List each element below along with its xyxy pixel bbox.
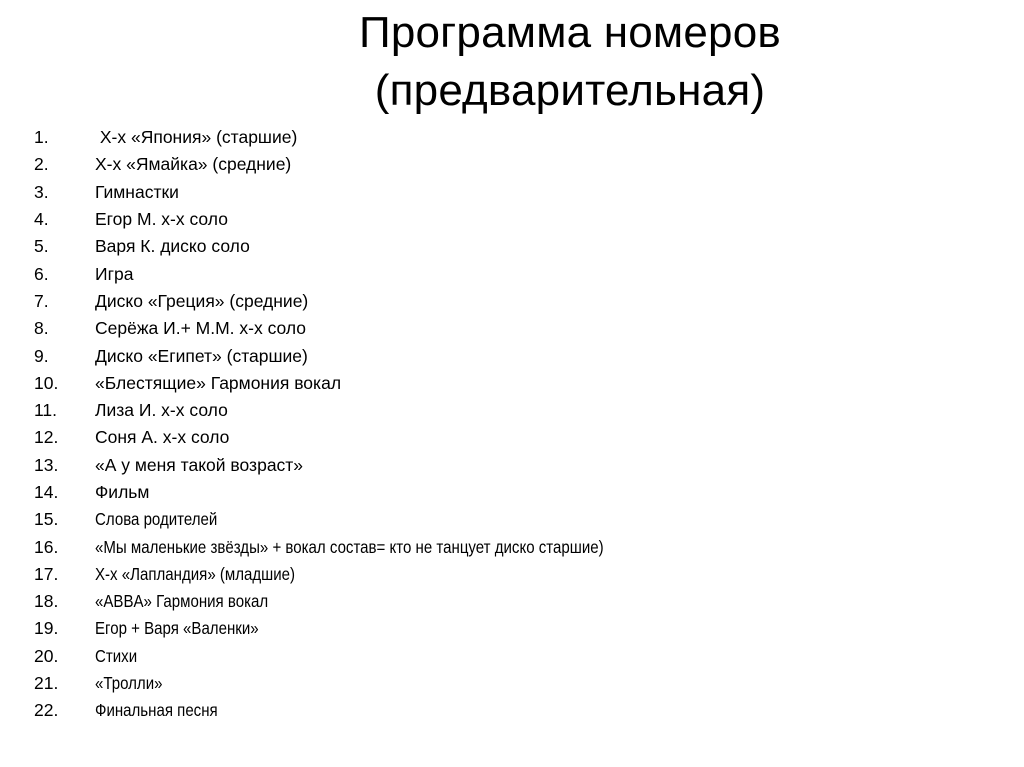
list-item [34,670,686,697]
item-number: 9. [34,345,49,366]
list-item [34,643,686,670]
item-number: 5. [34,236,49,257]
item-number: 11. [34,400,58,421]
list-item [34,479,686,506]
slide-title [220,4,920,120]
item-number: 1. [34,127,49,148]
item-number: 22. [34,700,59,721]
list-item [34,260,686,287]
item-text: «Мы маленькие звёзды» + вокал состав= кто не танцует диско старшие) [95,536,604,557]
item-number: 6. [34,263,49,284]
item-text: Егор М. х-х соло [95,209,228,230]
list-item [34,588,686,615]
list-item [34,615,686,642]
item-number: 14. [34,482,59,502]
list-item [34,561,686,588]
item-number: 21. [34,673,59,694]
list-item [34,452,686,479]
item-text: «Блестящие» Гармония вокал [95,372,342,393]
item-text: Варя К. диско соло [95,236,250,257]
item-number: 10. [34,372,59,393]
item-number: 3. [34,181,49,202]
list-item [34,233,686,260]
item-text: Лиза И. х-х соло [95,400,228,421]
item-text: «ABBA» Гармония вокал [95,591,269,612]
item-text: Егор + Варя «Валенки» [95,618,259,639]
item-number: 12. [34,427,59,448]
list-item [34,315,686,342]
item-number: 16. [34,536,59,557]
program-list [34,124,686,725]
item-text: Диско «Египет» (старшие) [95,345,308,366]
list-item [34,206,686,233]
list-item [34,342,686,369]
title-line-1: Программа номеров [359,8,781,57]
item-text: Гимнастки [95,181,179,202]
list-item [34,124,686,151]
item-text: Диско «Греция» (средние) [95,290,309,311]
title-line-2: (предварительная) [374,66,766,115]
list-item [34,179,686,206]
item-number: 17. [34,563,59,584]
item-number: 13. [34,454,59,475]
item-text: Игра [95,263,134,284]
item-number: 15. [34,509,59,530]
list-item [34,697,686,724]
list-item [34,397,686,424]
item-text: «Тролли» [95,673,163,694]
item-number: 4. [34,209,49,230]
list-item [34,506,686,533]
item-text: Финальная песня [95,700,218,721]
list-item [34,533,686,560]
list-item [34,424,686,451]
item-number: 19. [34,618,59,639]
item-text: Х-х «Лапландия» (младшие) [95,563,296,584]
item-number: 18. [34,591,59,612]
item-text: Х-х «Ямайка» (средние) [95,154,292,175]
item-text: Серёжа И.+ М.М. х-х соло [95,318,307,339]
item-number: 20. [34,645,59,666]
item-text: «А у меня такой возраст» [95,454,304,475]
item-number: 7. [34,290,49,311]
item-text: Стихи [95,645,138,666]
list-item [34,370,686,397]
item-number: 2. [34,154,49,175]
item-text: Слова родителей [95,509,218,530]
list-item [34,151,686,178]
item-text: Фильм [95,482,150,502]
list-item [34,288,686,315]
item-number: 8. [34,318,49,339]
item-text: Соня А. х-х соло [95,427,230,448]
item-text: Х-х «Япония» (старшие) [95,127,298,148]
